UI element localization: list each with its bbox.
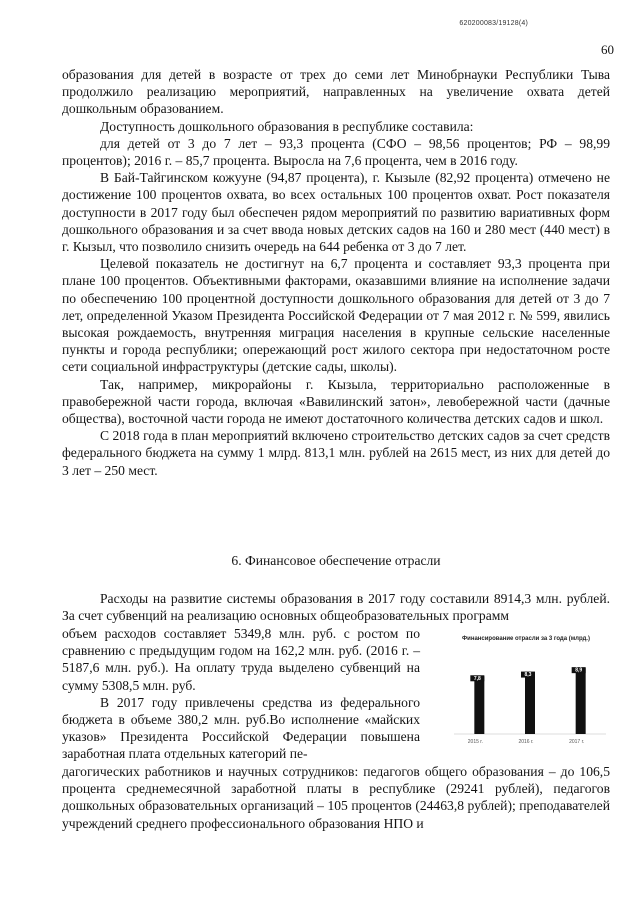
paragraph-federal-funds: В 2017 году привлечены средства из федерального бюджета в объеме 380,2 млн. руб.Во исполнение «майских указов» Президента Российской Федерации повышена заработная плата отдельных категорий пе- — [62, 694, 420, 762]
chart-data-label: 7,8 — [473, 675, 481, 682]
paragraph-kyzyl-districts: Так, например, микрорайоны г. Кызыла, территориально расположенные в правобережной части города, включая «Вавилинский затон», левобережной части (дачные общества), восточной части города не имеют достаточного количества детских садов и школ. — [62, 376, 610, 427]
financing-chart — [440, 632, 612, 750]
document-id: 620200083/19128(4) — [459, 20, 528, 27]
chart-svg — [440, 632, 612, 750]
paragraph-salaries: дагогических работников и научных сотрудников: педагогов общего образования – до 106,5 процента среднемесячной заработной платы в республике (29241 рублей), педагогов дошкольных образовательных организаций – 105 процентов (24463,8 рублей); преподавателей учреждений среднего профессионального образования НПО и — [62, 764, 610, 831]
page-number: 60 — [601, 42, 614, 57]
paragraph-expenses: Расходы на развитие системы образования в 2017 году составили 8914,3 млн. рублей. За счет субвенций на реализацию основных общеобразовательных программ — [62, 591, 610, 624]
section-heading: 6. Финансовое обеспечение отрасли — [231, 553, 441, 568]
chart-x-tick-label: 2017 г. — [569, 739, 585, 745]
chart-x-tick-label: 2015 г. — [467, 739, 483, 745]
body-text-wrapped — [62, 625, 420, 763]
chart-data-label: 8,9 — [575, 667, 583, 674]
paragraph-availability-values: для детей от 3 до 7 лет – 93,3 процента (СФО – 98,56 процентов; РФ – 98,99 процентов); 2016 г. – 85,7 процента. Выросла на 7,6 процента, чем в 2016 году. — [62, 135, 610, 169]
body-text-bottom — [62, 763, 610, 832]
body-text-finance-intro — [62, 590, 610, 624]
chart-data-label: 8,3 — [524, 672, 532, 679]
chart-title: Финансирование отрасли за 3 года (млрд.) — [462, 636, 590, 642]
chart-x-tick-label: 2016 г. — [518, 739, 534, 745]
paragraph-bai-taiga: В Бай-Тайгинском кожууне (94,87 процента), г. Кызыле (82,92 процента) отмечено не достижение 100 процентов охвата, во всех остальных 100 процентов охват. Рост показателя доступности в 2017 году был обеспечен рядом мероприятий по развитию вариативных форм дошкольного образования и за счет ввода новых детских садов на 160 и 280 мест (440 мест) в г. Кызыл, что позволило снизить очередь на 644 ребенка от 3 до 7 лет. — [62, 170, 610, 255]
paragraph-subventions: объем расходов составляет 5349,8 млн. руб. с ростом по сравнению с предыдущим годом на 162,2 млн. руб. (2016 г. – 5187,6 млн. руб.). На оплату труда выделено субвенций на сумму 5308,5 млн. руб. — [62, 626, 420, 693]
paragraph-availability-intro: Доступность дошкольного образования в республике составила: — [100, 118, 474, 134]
body-text-top — [62, 66, 610, 479]
paragraph-continuation: образования для детей в возрасте от трех до семи лет Минобрнауки Республики Тыва продолжило реализацию мероприятий, направленных на увеличение охвата детей дошкольным образованием. — [62, 67, 610, 117]
chart-bar — [525, 673, 535, 734]
paragraph-target-indicator: Целевой показатель не достигнут на 6,7 процента и составляет 93,3 процента при плане 100 процентов. Объективными факторами, оказавшими влияние на исполнение задачи по обеспечению 100 процентной доступности дошкольного образования для детей от 3 до 7 лет, определенной Указом Президента Российской Федерации от 7 мая 2012 г. № 599, явились высокая рождаемость, внутренняя миграция населения в крупные сельские населенные пункты и города республики; опережающий рост жилого сектора при недостаточном росте сети социальной инфраструктуры (детские сады, школы). — [62, 256, 610, 375]
chart-bar — [576, 668, 586, 734]
paragraph-construction-plan: С 2018 года в план мероприятий включено строительство детских садов за счет средств федерального бюджета на сумму 1 млрд. 813,1 млн. рублей на 2615 мест, из них для детей до 3 лет – 250 мест. — [62, 428, 610, 478]
chart-bar — [474, 676, 484, 734]
